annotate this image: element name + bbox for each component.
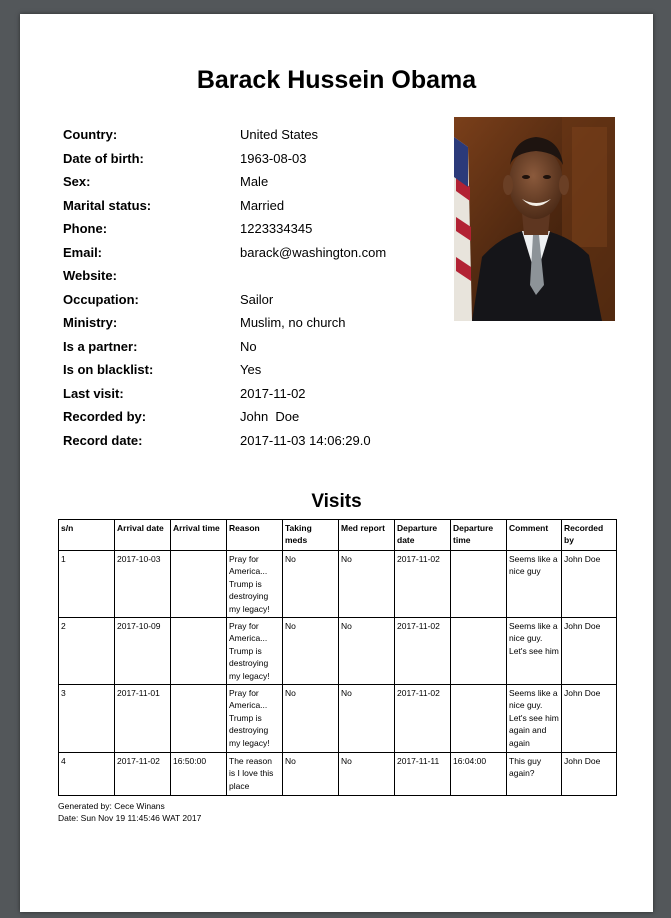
column-header: Reason	[227, 520, 283, 551]
info-label: Ministry:	[63, 315, 118, 330]
table-cell: Seems like a nice guy. Let's see him again and again	[507, 685, 562, 753]
info-value: Sailor	[240, 291, 274, 307]
table-cell: Seems like a nice guy. Let's see him	[507, 618, 562, 685]
table-header-row	[59, 520, 617, 551]
table-cell	[451, 685, 507, 753]
table-cell: 16:04:00	[451, 753, 507, 796]
info-label: Phone:	[63, 221, 108, 236]
column-header: Comment	[507, 520, 562, 551]
table-cell: 2017-11-11	[395, 753, 451, 796]
table-cell: John Doe	[562, 618, 617, 685]
table-cell: John Doe	[562, 753, 617, 796]
info-label: Country:	[63, 127, 118, 142]
info-value: 1963-08-03	[240, 150, 307, 166]
info-value: 2017-11-03 14:06:29.0	[240, 432, 371, 448]
info-value: 1223334345	[240, 221, 313, 236]
info-value: John Doe	[240, 409, 300, 424]
column-header: Departure time	[451, 520, 507, 551]
table-cell: The reason is I love this place	[227, 753, 283, 796]
table-row	[59, 551, 617, 618]
info-label: Recorded by:	[63, 409, 147, 424]
table-cell: 2017-11-02	[395, 551, 451, 618]
table-cell: No	[283, 685, 339, 753]
column-header: Arrival time	[171, 520, 227, 551]
table-cell	[171, 618, 227, 685]
visits-table	[58, 519, 617, 796]
info-label: Is on blacklist:	[63, 362, 154, 377]
table-cell: This guy again?	[507, 753, 562, 796]
info-label: Record date:	[63, 432, 143, 448]
table-cell: Pray for America... Trump is destroying my legacy!	[227, 618, 283, 685]
table-cell: No	[339, 685, 395, 753]
table-cell: 2017-10-09	[115, 618, 171, 685]
table-cell: 2017-11-01	[115, 685, 171, 753]
table-row	[59, 753, 617, 796]
generated-by-text: Generated by: Cece Winans	[58, 801, 165, 811]
table-cell: 2017-11-02	[395, 685, 451, 753]
info-label: Occupation:	[63, 291, 139, 307]
info-value: Male	[240, 174, 269, 189]
info-value: Yes	[240, 362, 262, 377]
table-cell: No	[339, 753, 395, 796]
report-footer	[58, 800, 201, 824]
info-value: Muslim, no church	[240, 315, 346, 330]
table-cell: Pray for America... Trump is destroying my legacy!	[227, 685, 283, 753]
info-value: Married	[240, 197, 285, 213]
table-cell	[171, 551, 227, 618]
info-label: Date of birth:	[63, 150, 144, 166]
table-cell	[451, 551, 507, 618]
info-label: Marital status:	[63, 197, 152, 213]
table-row	[59, 685, 617, 753]
person-photo	[454, 117, 615, 321]
info-label: Last visit:	[63, 385, 124, 401]
table-cell: 2	[59, 618, 115, 685]
table-cell: 2017-11-02	[395, 618, 451, 685]
person-name-title: Barack Hussein Obama	[196, 66, 477, 94]
visits-section-title: Visits	[311, 491, 362, 512]
column-header: Recorded by	[562, 520, 617, 551]
table-cell: 3	[59, 685, 115, 753]
info-value: 2017-11-02	[240, 385, 306, 401]
table-cell: No	[339, 551, 395, 618]
table-cell	[171, 685, 227, 753]
table-cell: Pray for America... Trump is destroying my legacy!	[227, 551, 283, 618]
table-cell: John Doe	[562, 685, 617, 753]
info-value: United States	[240, 127, 319, 142]
info-label: Is a partner:	[63, 338, 138, 354]
info-value: No	[240, 338, 257, 354]
table-cell: John Doe	[562, 551, 617, 618]
column-header: Med report	[339, 520, 395, 551]
document-page	[20, 14, 653, 912]
column-header: Arrival date	[115, 520, 171, 551]
table-cell: No	[339, 618, 395, 685]
table-cell: 2017-10-03	[115, 551, 171, 618]
column-header: Departure date	[395, 520, 451, 551]
table-cell: 2017-11-02	[115, 753, 171, 796]
table-row	[59, 618, 617, 685]
info-label: Email:	[63, 244, 103, 260]
table-cell: Seems like a nice guy	[507, 551, 562, 618]
column-header: Taking meds	[283, 520, 339, 551]
generated-date-text: Date: Sun Nov 19 11:45:46 WAT 2017	[58, 813, 202, 823]
column-header: s/n	[59, 520, 115, 551]
table-cell	[451, 618, 507, 685]
table-cell: No	[283, 551, 339, 618]
table-cell: No	[283, 753, 339, 796]
table-cell: No	[283, 618, 339, 685]
table-cell: 1	[59, 551, 115, 618]
info-label: Sex:	[63, 174, 91, 189]
info-label: Website:	[63, 268, 117, 283]
info-value: barack@washington.com	[240, 244, 387, 260]
table-cell: 16:50:00	[171, 753, 227, 796]
table-cell: 4	[59, 753, 115, 796]
